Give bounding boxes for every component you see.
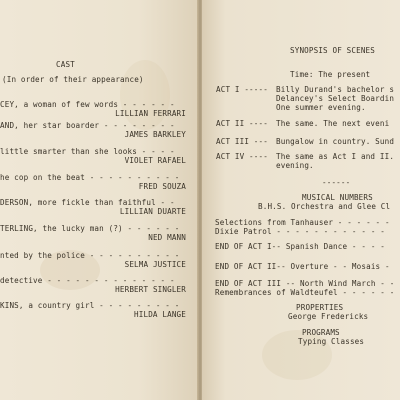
cast-role: DERSON, more fickle than faithful - - — [0, 198, 180, 207]
cast-role: little smarter than she looks - - - - — [0, 147, 180, 156]
music-line: END OF ACT III -- North Wind March - - — [215, 279, 395, 288]
cast-role: KINS, a country girl - - - - - - - - - — [0, 301, 180, 310]
cast-actor: VIOLET RAFAEL — [124, 156, 186, 165]
act-description-line: Bungalow in country. Sund — [276, 137, 395, 146]
act-description-line: evening. — [276, 161, 314, 170]
music-line: Dixie Patrol - - - - - - - - - - - - — [215, 227, 385, 236]
cast-subheading: (In order of their appearance) — [2, 75, 144, 84]
time-line: Time: The present — [290, 70, 371, 79]
act-description-line: The same as Act I and II. — [276, 152, 395, 161]
cast-role: he cop on the beat - - - - - - - - - - — [0, 173, 180, 182]
act-label: ACT II ---- — [216, 119, 268, 128]
act-label: ACT I ----- — [216, 85, 268, 94]
cast-role: nted by the police - - - - - - - - - - — [0, 251, 180, 260]
properties-heading: PROPERTIES — [296, 303, 344, 312]
cast-role: detective - - - - - - - - - - - - - - — [0, 276, 180, 285]
cast-actor: LILLIAN FERRARI — [115, 109, 186, 118]
programs-name: Typing Classes — [298, 337, 365, 346]
cast-actor: FRED SOUZA — [138, 182, 186, 191]
act-description-line: The same. The next eveni — [276, 119, 390, 128]
act-description-line: Delancey's Select Boardin — [276, 94, 395, 103]
cast-actor: HERBERT SINGLER — [115, 285, 186, 294]
music-line: Remembrances of Waldteufel - - - - - - — [215, 288, 395, 297]
cast-actor: HILDA LANGE — [134, 310, 186, 319]
separator: ------ — [322, 178, 351, 187]
cast-heading: CAST — [56, 60, 75, 69]
music-heading: MUSICAL NUMBERS — [302, 193, 373, 202]
cast-role: AND, her star boarder - - - - - - - - — [0, 121, 180, 130]
act-label: ACT IV ---- — [216, 152, 268, 161]
music-line: END OF ACT II-- Overture - - Mosais - — [215, 262, 390, 271]
act-description-line: Billy Durand's bachelor s — [276, 85, 395, 94]
cast-role: CEY, a woman of few words - - - - - - — [0, 100, 180, 109]
right-page — [202, 0, 400, 400]
left-page — [0, 0, 198, 400]
act-label: ACT III --- — [216, 137, 268, 146]
cast-role: TERLING, the lucky man (?) - - - - - - — [0, 224, 180, 233]
cast-actor: NED MANN — [148, 233, 186, 242]
cast-actor: LILLIAN DUARTE — [119, 207, 186, 216]
cast-actor: JAMES BARKLEY — [124, 130, 186, 139]
properties-name: George Fredericks — [288, 312, 369, 321]
cast-actor: SELMA JUSTICE — [124, 260, 186, 269]
programs-heading: PROGRAMS — [302, 328, 340, 337]
synopsis-heading: SYNOPSIS OF SCENES — [290, 46, 375, 55]
act-description-line: One summer evening. — [276, 103, 366, 112]
music-subheading: B.H.S. Orchestra and Glee Cl — [258, 202, 391, 211]
music-line: END OF ACT I-- Spanish Dance - - - - — [215, 242, 385, 251]
music-line: Selections from Tanhauser - - - - - - — [215, 218, 390, 227]
